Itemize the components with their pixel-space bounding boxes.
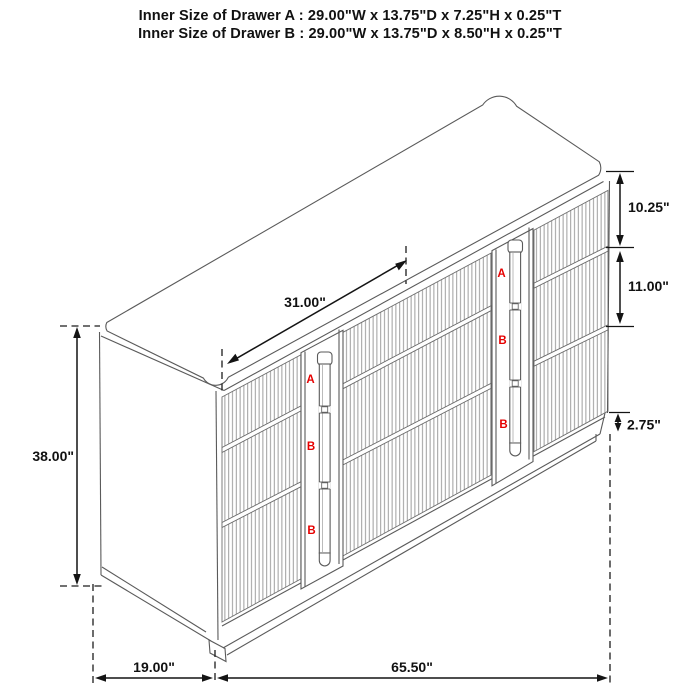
- dimension-drawer-b-height: [606, 251, 669, 327]
- handle-joint: [319, 406, 331, 413]
- top-slab-left-thickness-line: [101, 336, 224, 391]
- drawer-b-inner-size: Inner Size of Drawer B : 29.00"W x 13.75"D x 8.50"H x 0.25"T: [138, 26, 562, 43]
- dimension-overall-height: [32, 326, 103, 586]
- handle-top-cap: [508, 240, 523, 253]
- drawer-b-label-right: B: [498, 335, 507, 347]
- depth-value: 19.00": [133, 659, 175, 675]
- cabinet-left-side-panel: [100, 332, 227, 662]
- handle-bottom-end: [319, 553, 330, 566]
- handle-bar: [510, 252, 521, 443]
- handle-joint: [319, 482, 331, 489]
- front-left-foot: [209, 640, 226, 662]
- handle-joint: [509, 380, 521, 387]
- handle-joint: [509, 303, 521, 310]
- handle-bar: [319, 364, 330, 553]
- drawer-b2-label-left: B: [307, 525, 316, 537]
- drawer-column-left: [222, 355, 301, 622]
- drawer-b2-label-right: B: [499, 419, 508, 431]
- overall-width-value: 65.50": [391, 659, 433, 675]
- drawer-column-middle: [343, 253, 491, 556]
- drawer-b-label-left: B: [306, 441, 316, 453]
- drawer-handle-left: [318, 352, 333, 566]
- drawer-a-label-right: A: [497, 268, 506, 280]
- drawer-handle-right: [508, 240, 523, 456]
- dimension-depth: [95, 659, 213, 682]
- handle-top-cap: [318, 352, 333, 365]
- dimension-base-height: [609, 413, 661, 433]
- drawer-a-inner-size: Inner Size of Drawer A : 29.00"W x 13.75"D x 7.25"H x 0.25"T: [138, 8, 562, 24]
- base-height-value: 2.75": [627, 416, 661, 433]
- top-width-value: 31.00": [284, 294, 326, 310]
- drawer-b-height-value: 11.00": [628, 278, 669, 294]
- drawer-a-height-value: 10.25": [628, 199, 670, 215]
- drawer-a-label-left: A: [306, 374, 315, 386]
- handle-bottom-end: [510, 443, 521, 456]
- overall-height-value: 38.00": [32, 448, 74, 464]
- dimension-drawer-a-height: [606, 172, 670, 248]
- dimension-overall-width: [217, 659, 608, 682]
- drawer-column-right: [534, 181, 610, 452]
